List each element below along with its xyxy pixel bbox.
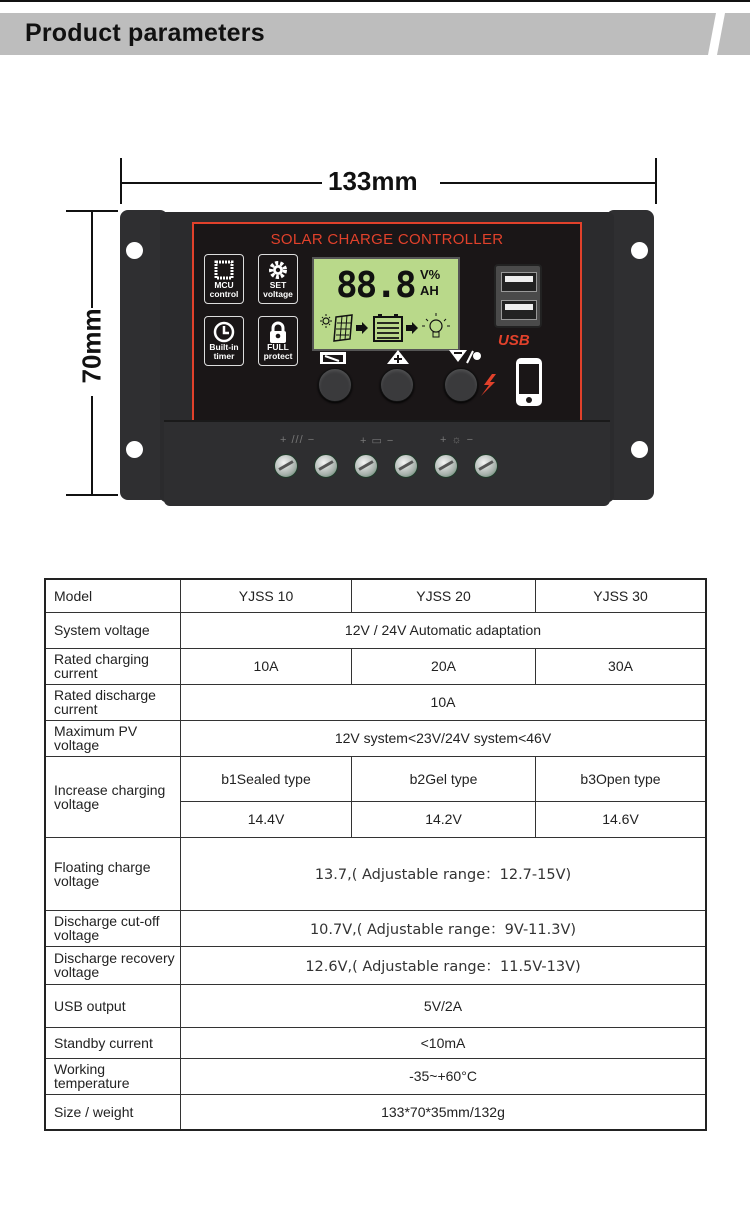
battery-icon [374, 314, 402, 341]
mounting-hole [126, 242, 143, 259]
terminal-screw [474, 454, 498, 478]
lcd-digits: 88.8 [336, 265, 415, 306]
arrow-right-icon [406, 322, 418, 334]
cell-value: -35~+60°C [181, 1058, 707, 1094]
spec-table [44, 578, 707, 1131]
battery-type: b1Sealed type [181, 756, 352, 801]
terminal-screw [354, 454, 378, 478]
feature-full-protect [258, 316, 298, 366]
feature-label: voltage [263, 289, 293, 299]
cell-value: 10.7V,( Adjustable range：9V-11.3V) [181, 910, 707, 946]
table-row [45, 648, 706, 684]
cell-value: 30A [536, 648, 707, 684]
row-label: Working temperature [45, 1058, 181, 1094]
feature-label: FULL [267, 342, 289, 352]
cell-value: <10mA [181, 1027, 707, 1058]
top-rule [0, 0, 750, 2]
row-label: System voltage [45, 612, 181, 648]
mounting-hole [126, 441, 143, 458]
lightning-icon [478, 374, 498, 396]
cell-value: 14.2V [352, 801, 536, 837]
row-label: Model [45, 579, 181, 612]
table-row [45, 684, 706, 720]
cell-value: YJSS 30 [536, 579, 707, 612]
battery-type: b3Open type [536, 756, 707, 801]
lcd-display [312, 257, 460, 351]
cell-value: 133*70*35mm/132g [181, 1094, 707, 1130]
cell-value: 5V/2A [181, 984, 707, 1027]
menu-switch-icon [320, 352, 346, 367]
cell-value: 14.6V [536, 801, 707, 837]
feature-mcu-control [204, 254, 244, 304]
battery-type: b2Gel type [352, 756, 536, 801]
sun-icon [320, 314, 332, 328]
lock-icon [266, 321, 290, 343]
charge-controller-image [120, 210, 654, 506]
table-row [45, 756, 706, 801]
mode-button [318, 368, 352, 402]
feature-label: Built-in [209, 342, 239, 352]
terminal-block [164, 420, 610, 506]
feature-set-voltage [258, 254, 298, 304]
cell-value: 10A [181, 648, 352, 684]
feature-label: SET [269, 280, 287, 290]
table-row [45, 1094, 706, 1130]
load-terminal-mark: + ☼ − [440, 434, 475, 446]
feature-label: control [209, 289, 239, 299]
lcd-unit-bottom: AH [420, 283, 439, 298]
row-label: Rated charging current [45, 648, 181, 684]
dimension-line [122, 182, 322, 184]
table-row [45, 1058, 706, 1094]
lcd-units [420, 267, 440, 299]
height-dimension [66, 210, 118, 497]
chip-icon [212, 259, 236, 281]
table-row [45, 1027, 706, 1058]
feature-label: MCU [214, 280, 234, 290]
table-row [45, 837, 706, 910]
clock-icon [212, 321, 236, 343]
feature-label: timer [213, 351, 235, 361]
dimension-line [91, 212, 93, 308]
row-label: USB output [45, 984, 181, 1027]
row-label: Size / weight [45, 1094, 181, 1130]
row-label: Discharge cut-off voltage [45, 910, 181, 946]
table-row [45, 612, 706, 648]
feature-label: protect [263, 351, 293, 361]
mounting-hole [631, 441, 648, 458]
page-title: Product parameters [25, 19, 265, 47]
usb-port [501, 272, 537, 292]
cell-value: 12V / 24V Automatic adaptation [181, 612, 707, 648]
lcd-unit-top: V% [420, 267, 441, 282]
dimension-tick [120, 158, 122, 204]
table-row [45, 984, 706, 1027]
dimension-tick [66, 494, 118, 496]
energy-flow-icons [320, 311, 452, 345]
minus-light-button [444, 368, 478, 402]
dimension-line [440, 182, 655, 184]
battery-terminal-mark: + ▭ − [360, 435, 395, 447]
width-dimension [120, 158, 657, 204]
front-panel [192, 222, 582, 422]
height-label: 70mm [76, 308, 107, 384]
pv-terminal-mark: + /// − [280, 434, 316, 446]
dimension-line [91, 396, 93, 494]
row-label: Increase charging voltage [45, 756, 181, 837]
terminal-screw [394, 454, 418, 478]
terminal-screw [274, 454, 298, 478]
cell-value: 12.6V,( Adjustable range：11.5V-13V) [181, 946, 707, 984]
table-row [45, 720, 706, 756]
row-label: Floating charge voltage [45, 837, 181, 910]
row-label: Maximum PV voltage [45, 720, 181, 756]
usb-label: USB [498, 332, 530, 349]
cell-value: YJSS 20 [352, 579, 536, 612]
mounting-hole [631, 242, 648, 259]
terminal-screw [434, 454, 458, 478]
cell-value: 12V system<23V/24V system<46V [181, 720, 707, 756]
solar-panel-icon [334, 315, 352, 341]
row-label: Discharge recovery voltage [45, 946, 181, 984]
gear-icon [266, 259, 290, 281]
cell-value: 14.4V [181, 801, 352, 837]
cell-value: 10A [181, 684, 707, 720]
banner-bar-tail [717, 13, 750, 55]
panel-title: SOLAR CHARGE CONTROLLER [270, 231, 504, 248]
cell-value: 13.7,( Adjustable range：12.7-15V) [181, 837, 707, 910]
width-label: 133mm [328, 166, 418, 196]
section-banner [0, 13, 750, 55]
dimension-tick [655, 158, 657, 204]
minus-light-icon [449, 350, 481, 367]
phone-icon [516, 358, 542, 406]
cell-value: 20A [352, 648, 536, 684]
table-row [45, 946, 706, 984]
row-label: Standby current [45, 1027, 181, 1058]
table-row [45, 910, 706, 946]
terminal-screw [314, 454, 338, 478]
plus-button [380, 368, 414, 402]
feature-built-in-timer [204, 316, 244, 366]
light-bulb-icon [422, 313, 450, 337]
usb-port-icon [494, 264, 542, 328]
plus-icon [387, 350, 409, 367]
row-label: Rated discharge current [45, 684, 181, 720]
cell-value: YJSS 10 [181, 579, 352, 612]
arrow-right-icon [356, 322, 368, 334]
table-row [45, 579, 706, 612]
usb-port [501, 300, 537, 320]
